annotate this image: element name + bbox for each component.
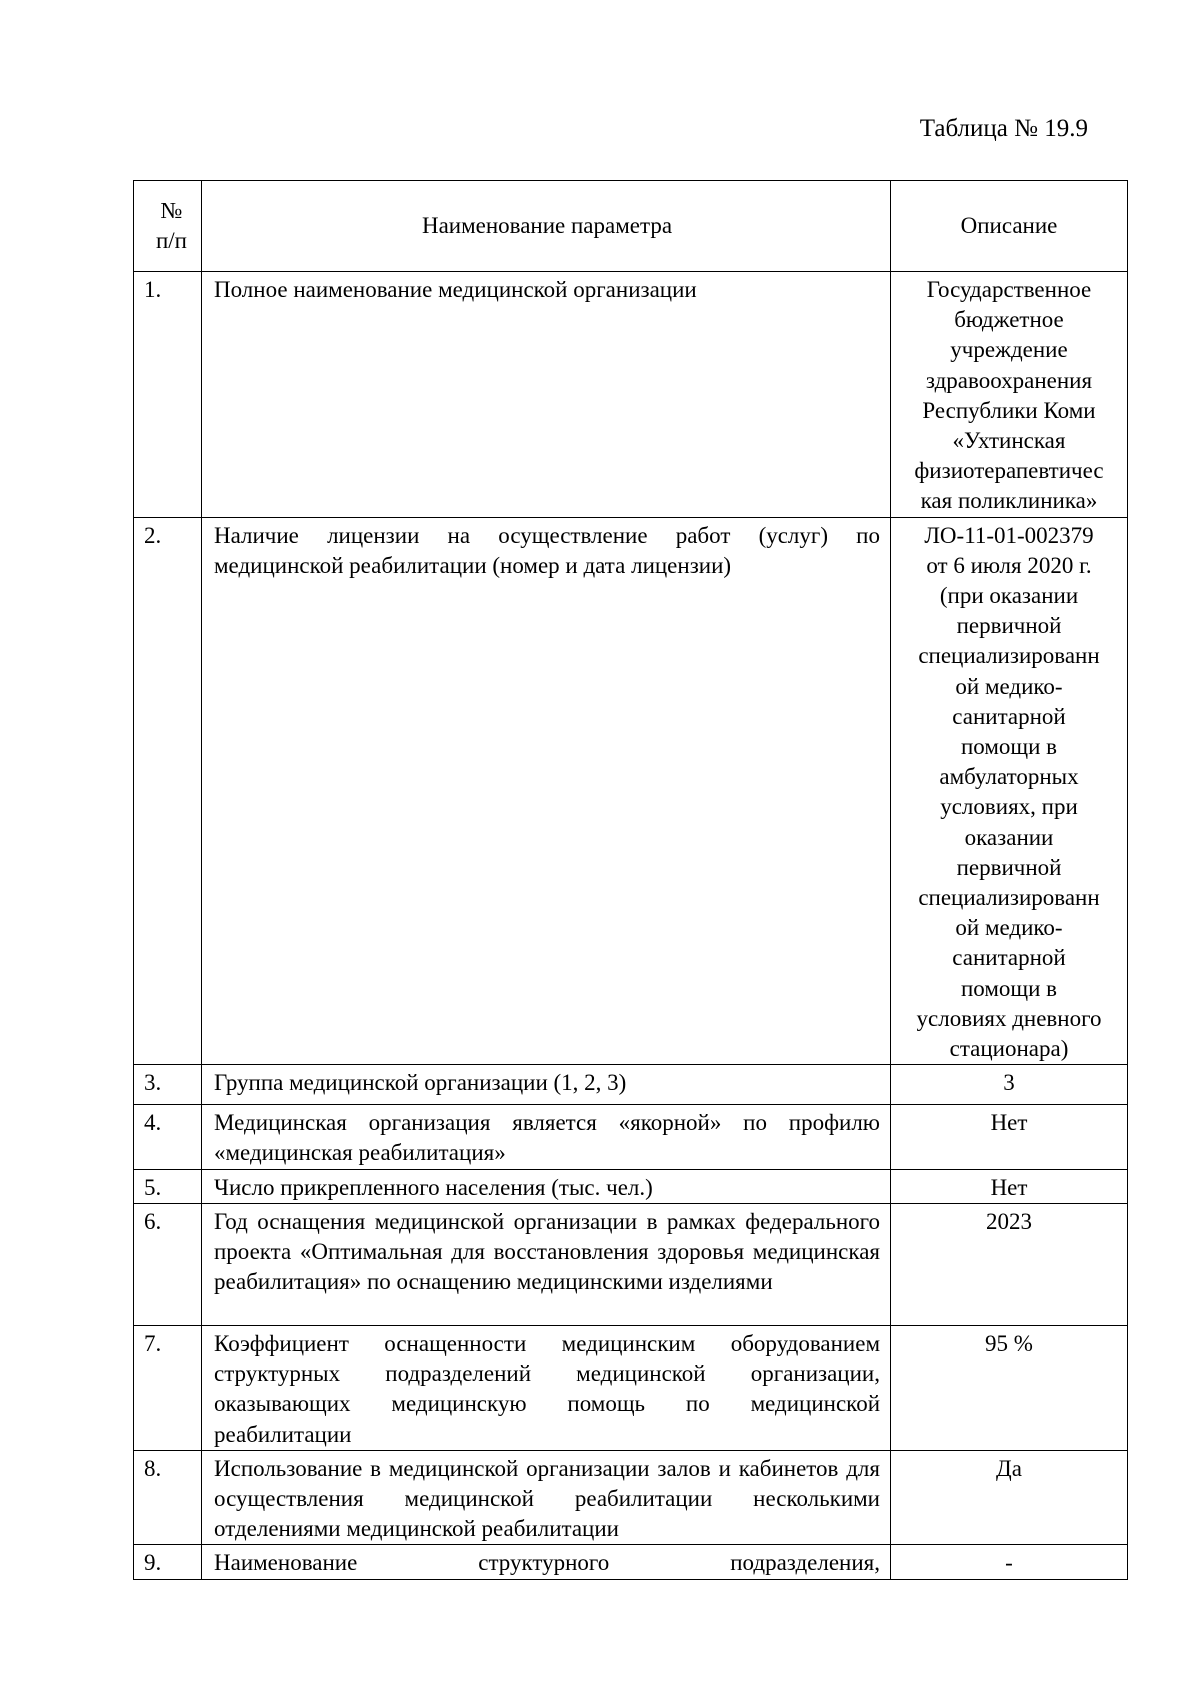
table-header-row <box>134 181 1128 272</box>
row-description: 95 % <box>891 1325 1128 1450</box>
header-number-label: п/п <box>155 228 187 253</box>
row-parameter-name: Наименование структурного подразделения, <box>202 1545 891 1579</box>
description-line: от 6 июля 2020 г. <box>926 552 1092 578</box>
row-parameter-name: Наличие лицензии на осуществление работ (услуг) по медицинской реабилитации (номер и дата лицензии) <box>202 517 891 1065</box>
row-parameter-name: Медицинская организация является «якорной» по профилю «медицинская реабилитация» <box>202 1105 891 1169</box>
header-number-cell <box>134 181 202 272</box>
description-line: стационара) <box>949 1036 1069 1062</box>
description-line: специализированн <box>918 643 1100 669</box>
row-description <box>891 272 1128 518</box>
table-caption: Таблица № 19.9 <box>919 115 1088 142</box>
row-parameter-name: Год оснащения медицинской организации в рамках федерального проекта «Оптимальная для восстановления здоровья медицинская реабилитация» по оснащению медицинскими изделиями <box>202 1203 891 1325</box>
description-line: санитарной <box>952 945 1066 971</box>
description-line: ой медико- <box>955 673 1063 699</box>
row-number: 4. <box>134 1105 202 1169</box>
row-number: 2. <box>134 517 202 1065</box>
description-line: первичной <box>956 613 1062 639</box>
description-line: Республики Коми <box>922 397 1096 423</box>
header-number-symbol: № <box>160 197 183 223</box>
header-parameter-name: Наименование параметра <box>202 181 891 272</box>
table-row <box>134 1169 1128 1203</box>
row-parameter-name: Группа медицинской организации (1, 2, 3) <box>202 1065 891 1105</box>
row-parameter-name: Число прикрепленного населения (тыс. чел.) <box>202 1169 891 1203</box>
description-line: помощи в <box>960 734 1058 760</box>
row-number: 9. <box>134 1545 202 1579</box>
description-line: условиях, при <box>940 794 1078 820</box>
description-line: специализированн <box>918 885 1100 911</box>
row-description: 3 <box>891 1065 1128 1105</box>
description-line: учреждение <box>950 337 1068 363</box>
row-description: Нет <box>891 1169 1128 1203</box>
table-row <box>134 1105 1128 1169</box>
row-number: 6. <box>134 1203 202 1325</box>
description-line: «Ухтинская <box>952 428 1066 454</box>
description-line: кая поликлиника» <box>920 488 1098 514</box>
row-number: 5. <box>134 1169 202 1203</box>
description-line: Государственное <box>926 277 1092 302</box>
table-row <box>134 1065 1128 1105</box>
row-number: 1. <box>134 272 202 518</box>
row-description: Да <box>891 1450 1128 1545</box>
row-parameter-name: Полное наименование медицинской организации <box>202 272 891 518</box>
table-row <box>134 517 1128 1065</box>
table-row <box>134 1450 1128 1545</box>
description-line: (при оказании <box>939 583 1079 609</box>
description-line: первичной <box>956 854 1062 880</box>
row-parameter-name: Коэффициент оснащенности медицинским оборудованием структурных подразделений медицинской организации, оказывающих медицинскую помощь по медицинской реабилитации <box>202 1325 891 1450</box>
table-row <box>134 1203 1128 1325</box>
row-parameter-name: Использование в медицинской организации залов и кабинетов для осуществления медицинской реабилитации несколькими отделениями медицинской реабилитации <box>202 1450 891 1545</box>
row-description: - <box>891 1545 1128 1579</box>
row-description: Нет <box>891 1105 1128 1169</box>
table-row <box>134 272 1128 518</box>
parameters-table <box>133 180 1128 1580</box>
row-description <box>891 517 1128 1065</box>
description-line: здравоохранения <box>925 367 1093 393</box>
row-number: 8. <box>134 1450 202 1545</box>
description-line: физиотерапевтичес <box>914 458 1104 484</box>
description-line: ЛО-11-01-002379 <box>924 522 1094 548</box>
description-line: ой медико- <box>955 915 1063 941</box>
table-row <box>134 1325 1128 1450</box>
table-row <box>134 1545 1128 1579</box>
description-line: оказании <box>964 824 1054 850</box>
description-line: санитарной <box>952 703 1066 729</box>
row-number: 7. <box>134 1325 202 1450</box>
description-line: бюджетное <box>954 307 1064 333</box>
description-line: амбулаторных <box>939 764 1079 790</box>
header-description: Описание <box>891 181 1128 272</box>
row-number: 3. <box>134 1065 202 1105</box>
description-line: условиях дневного <box>916 1005 1102 1031</box>
row-description: 2023 <box>891 1203 1128 1325</box>
description-line: помощи в <box>960 975 1058 1001</box>
